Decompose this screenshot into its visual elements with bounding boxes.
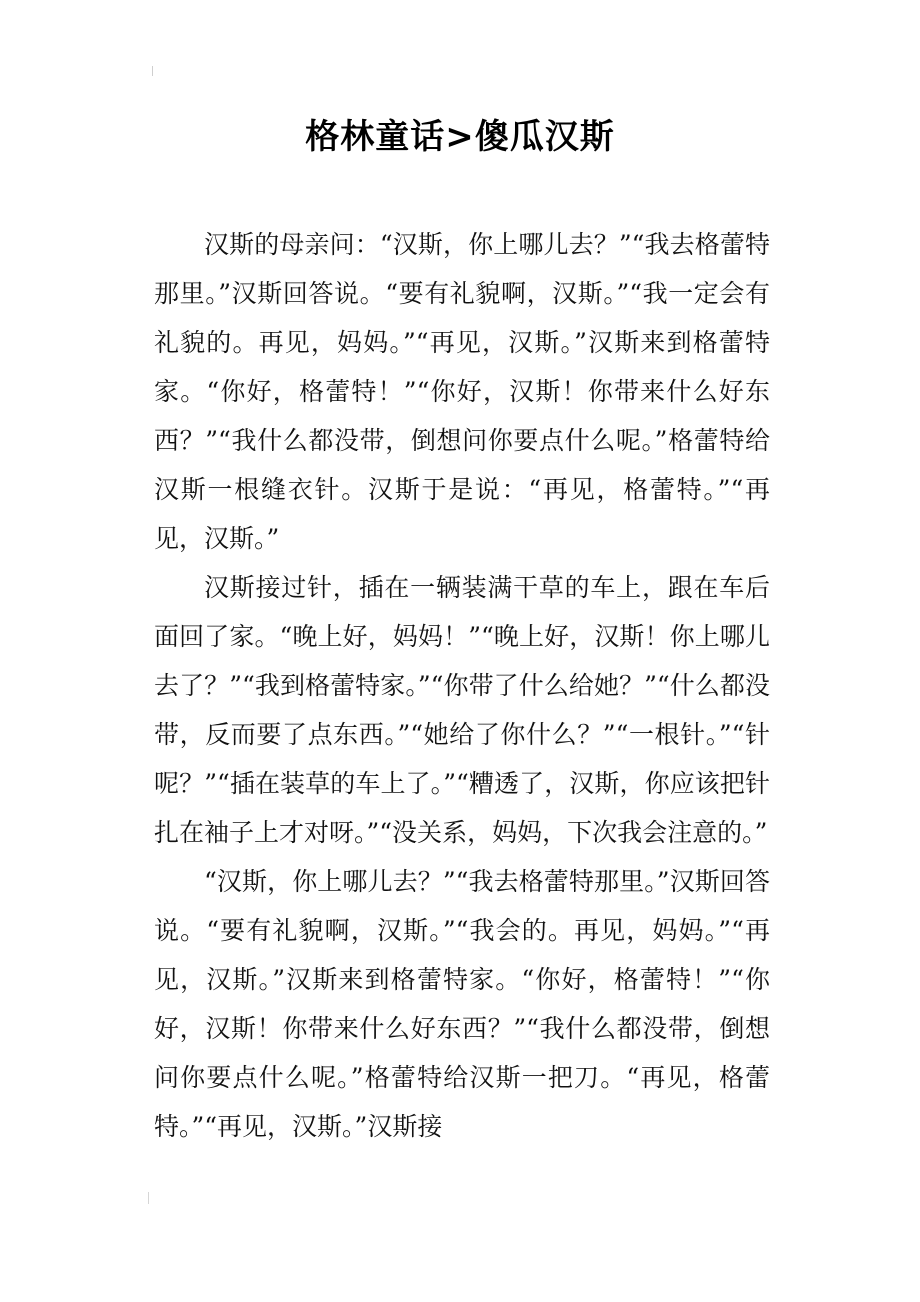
top-corner-mark — [152, 66, 159, 76]
paragraph-1: 汉斯的母亲问：“汉斯，你上哪儿去？”“我去格蕾特那里。”汉斯回答说。“要有礼貌啊，汉斯。”“我一定会有礼貌的。再见，妈妈。”“再见，汉斯。”汉斯来到格蕾特家。“你好，格蕾特！”“你好，汉斯！你带来什么好东西？”“我什么都没带，倒想问你要点什么呢。”格蕾特给汉斯一根缝衣针。汉斯于是说：“再见，格蕾特。”“再见，汉斯。” — [154, 230, 770, 553]
document-body — [154, 220, 770, 1151]
paragraph-3: “汉斯，你上哪儿去？”“我去格蕾特那里。”汉斯回答说。“要有礼貌啊，汉斯。”“我会的。再见，妈妈。”“再见，汉斯。”汉斯来到格蕾特家。“你好，格蕾特！”“你好，汉斯！你带来什么好东西？”“我什么都没带，倒想问你要点什么呢。”格蕾特给汉斯一把刀。“再见，格蕾特。”“再见，汉斯。”汉斯接 — [154, 867, 770, 1141]
bottom-corner-mark — [148, 1192, 155, 1204]
paragraph-2: 汉斯接过针，插在一辆装满干草的车上，跟在车后面回了家。“晚上好，妈妈！”“晚上好，汉斯！你上哪儿去了？”“我到格蕾特家。”“你带了什么给她？”“什么都没带，反而要了点东西。”“她给了你什么？”“一根针。”“针呢？”“插在装草的车上了。”“糟透了，汉斯，你应该把针扎在袖子上才对呀。”“没关系，妈妈，下次我会注意的。” — [154, 573, 770, 847]
document-title: 格林童话>傻瓜汉斯 — [305, 117, 615, 157]
